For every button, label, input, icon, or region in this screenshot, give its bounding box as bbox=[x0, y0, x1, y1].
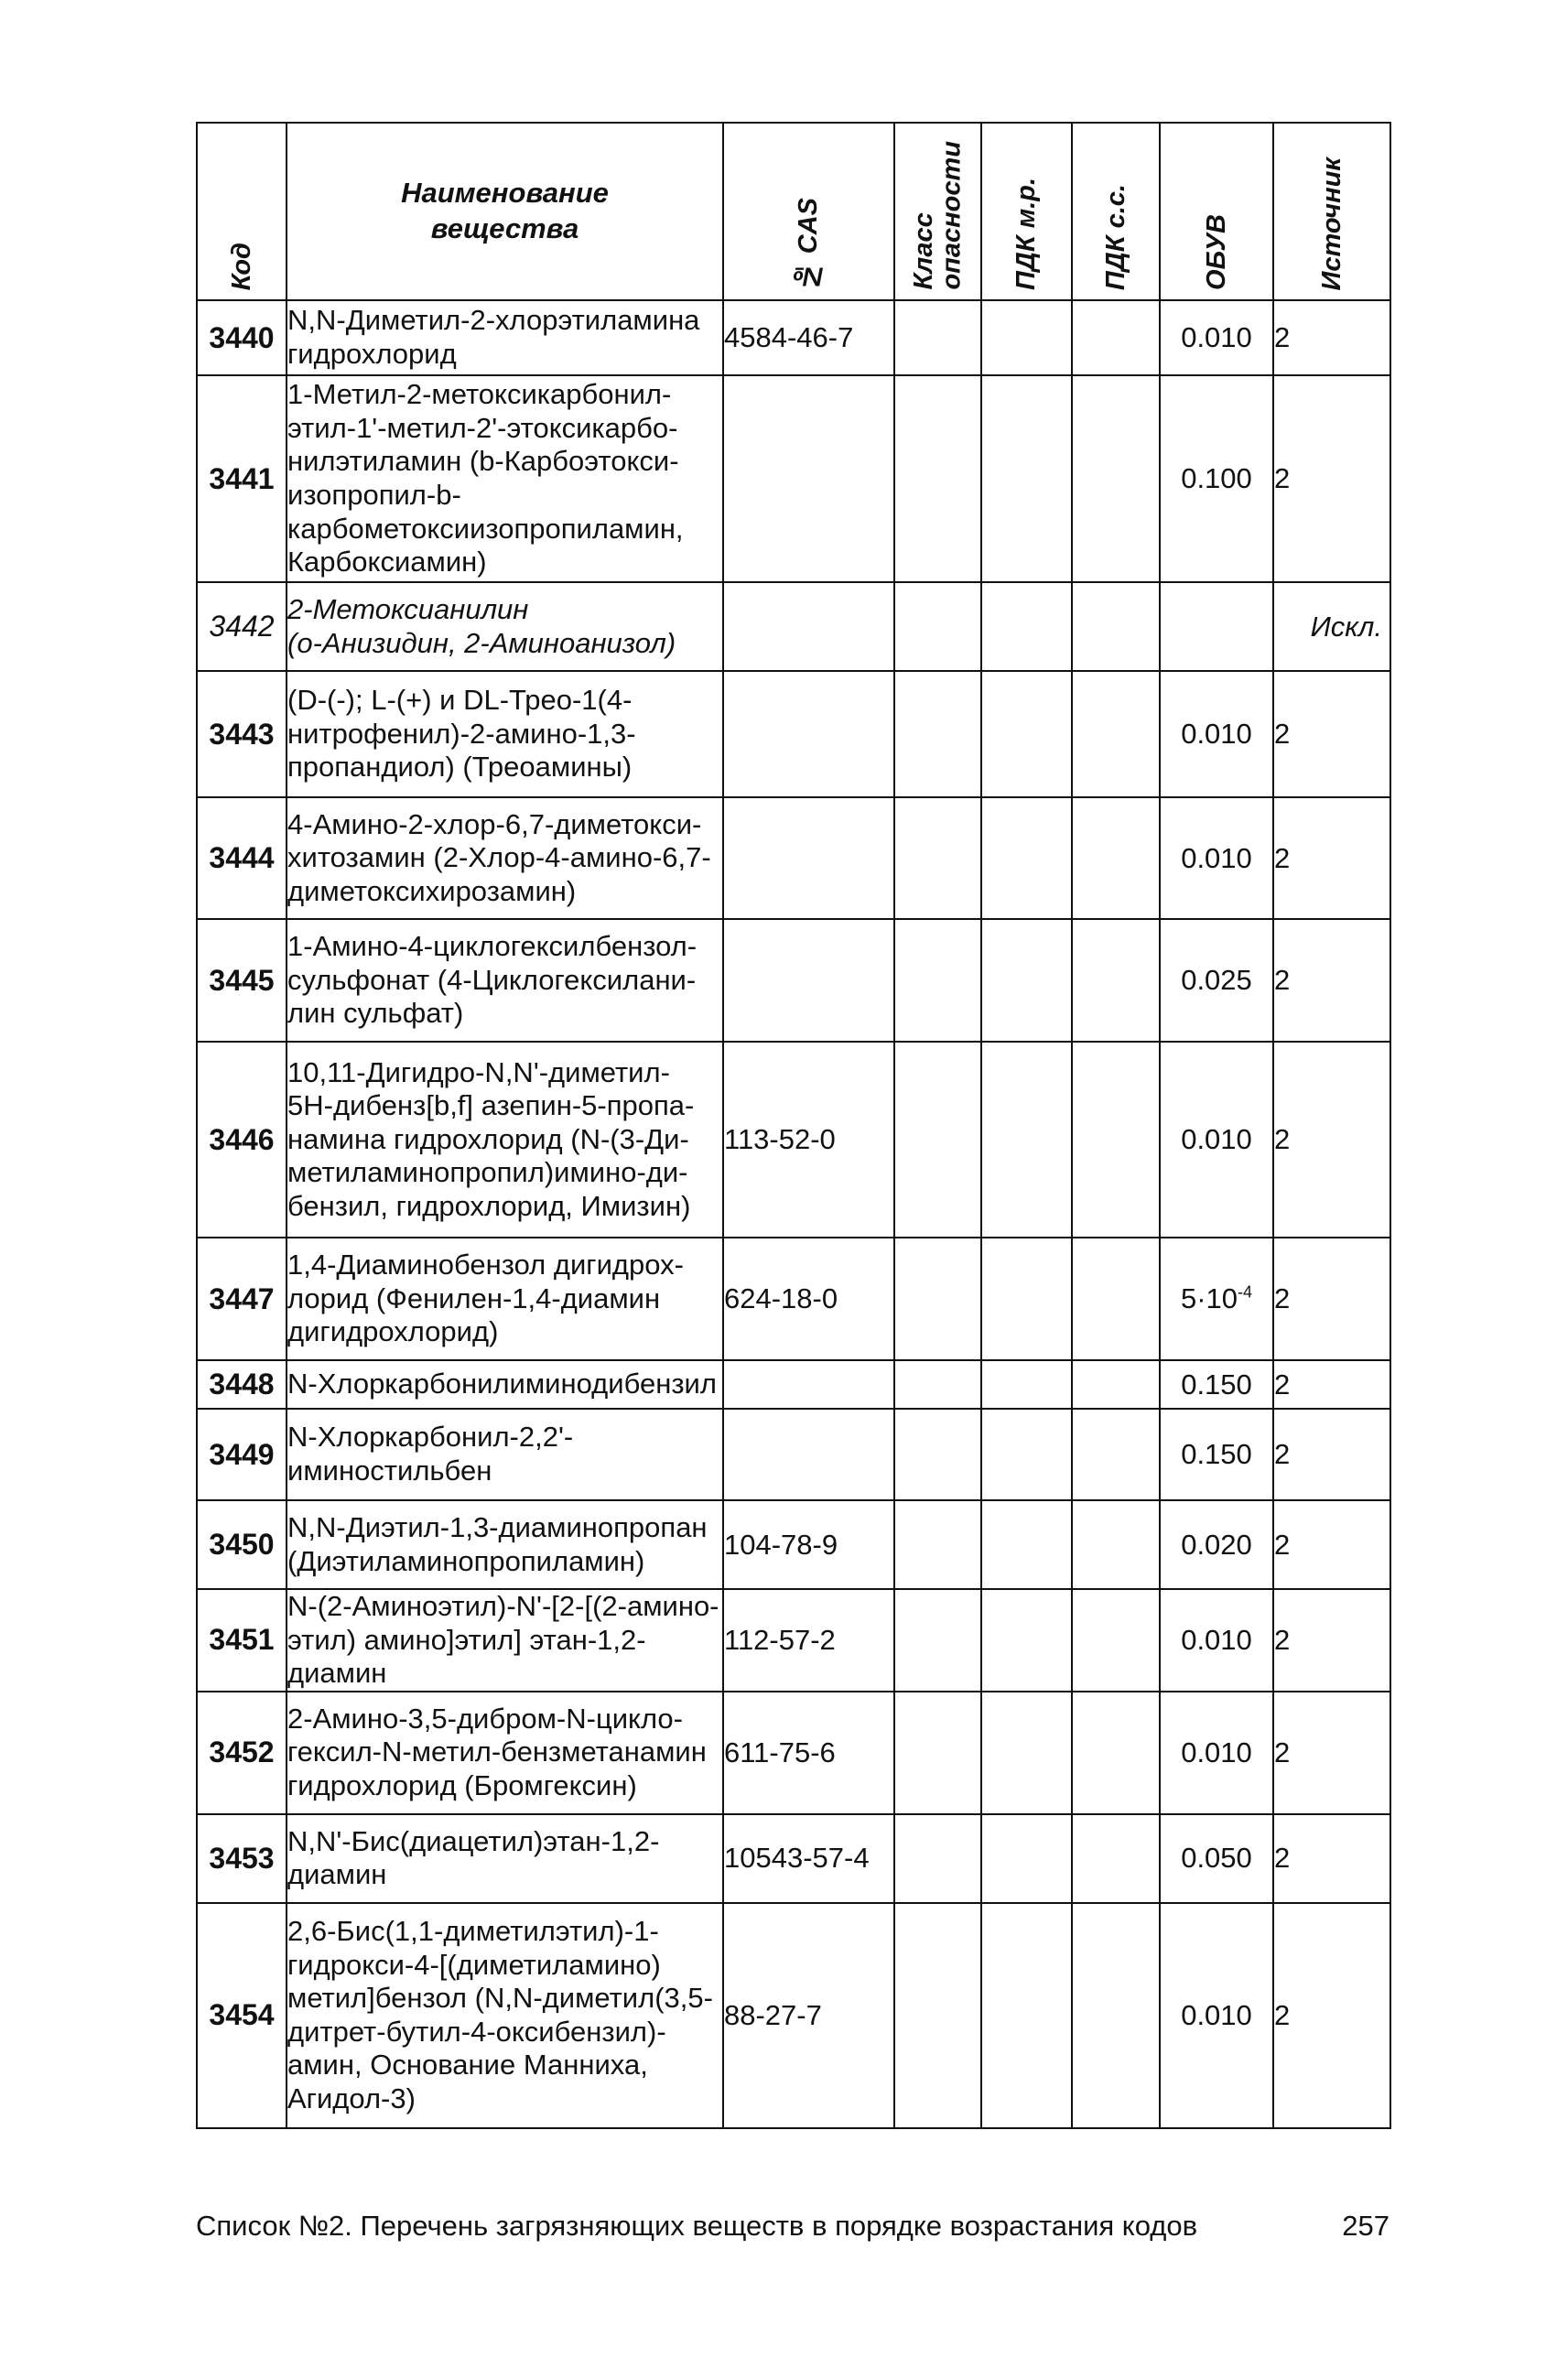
row-pdk-ss bbox=[1072, 1589, 1160, 1692]
row-code: 3445 bbox=[197, 919, 287, 1042]
row-source: 2 bbox=[1273, 919, 1390, 1042]
row-source: 2 bbox=[1273, 1692, 1390, 1814]
row-code: 3447 bbox=[197, 1238, 287, 1360]
table-row bbox=[197, 1692, 1390, 1814]
row-source: 2 bbox=[1273, 1409, 1390, 1500]
table-header-row bbox=[197, 123, 1390, 300]
row-hazard-class bbox=[894, 1238, 981, 1360]
row-cas: 4584-46-7 bbox=[723, 300, 894, 375]
row-obuv bbox=[1160, 582, 1273, 671]
row-obuv: 0.010 bbox=[1160, 1589, 1273, 1692]
row-pdk-mr bbox=[981, 1360, 1072, 1409]
row-code: 3444 bbox=[197, 797, 287, 919]
row-pdk-ss bbox=[1072, 1238, 1160, 1360]
row-name: 1-Метил-2-метоксикарбонил- этил-1'-метил-2'-этоксикарбо- нилэтиламин (b-Карбоэтокси- изопропил-b-карбометоксиизопропиламин, Карбоксиамин) bbox=[287, 375, 723, 582]
row-cas: 112-57-2 bbox=[723, 1589, 894, 1692]
row-pdk-mr bbox=[981, 1409, 1072, 1500]
row-hazard-class bbox=[894, 1903, 981, 2128]
row-cas bbox=[723, 1360, 894, 1409]
row-cas bbox=[723, 375, 894, 582]
row-cas: 104-78-9 bbox=[723, 1500, 894, 1589]
row-name: N,N-Диэтил-1,3-диаминопропан (Диэтиламинопропиламин) bbox=[287, 1500, 723, 1589]
row-cas: 10543-57-4 bbox=[723, 1814, 894, 1903]
row-source: 2 bbox=[1273, 1814, 1390, 1903]
row-cas bbox=[723, 1409, 894, 1500]
page-number: 257 bbox=[1342, 2210, 1390, 2242]
row-cas: 88-27-7 bbox=[723, 1903, 894, 2128]
row-pdk-ss bbox=[1072, 1360, 1160, 1409]
header-name: Наименование вещества bbox=[287, 123, 723, 300]
row-source: 2 bbox=[1273, 1500, 1390, 1589]
row-obuv: 0.010 bbox=[1160, 1903, 1273, 2128]
row-pdk-mr bbox=[981, 1500, 1072, 1589]
table-row bbox=[197, 797, 1390, 919]
row-cas: 611-75-6 bbox=[723, 1692, 894, 1814]
row-pdk-mr bbox=[981, 1903, 1072, 2128]
row-code: 3446 bbox=[197, 1042, 287, 1238]
table-row bbox=[197, 582, 1390, 671]
row-hazard-class bbox=[894, 1409, 981, 1500]
row-code: 3451 bbox=[197, 1589, 287, 1692]
row-hazard-class bbox=[894, 300, 981, 375]
row-code: 3442 bbox=[197, 582, 287, 671]
row-pdk-ss bbox=[1072, 1814, 1160, 1903]
row-name: 2-Метоксианилин (о-Анизидин, 2-Аминоанизол) bbox=[287, 582, 723, 671]
row-pdk-mr bbox=[981, 1238, 1072, 1360]
row-code: 3440 bbox=[197, 300, 287, 375]
row-hazard-class bbox=[894, 375, 981, 582]
row-source: 2 bbox=[1273, 1042, 1390, 1238]
header-code: Код bbox=[197, 123, 287, 300]
row-pdk-ss bbox=[1072, 1409, 1160, 1500]
row-pdk-mr bbox=[981, 1814, 1072, 1903]
header-cas: № CAS bbox=[723, 123, 894, 300]
row-hazard-class bbox=[894, 1692, 981, 1814]
row-code: 3449 bbox=[197, 1409, 287, 1500]
row-pdk-mr bbox=[981, 1692, 1072, 1814]
row-pdk-ss bbox=[1072, 1692, 1160, 1814]
row-name: N,N'-Бис(диацетил)этан-1,2- диамин bbox=[287, 1814, 723, 1903]
header-pdk-ss: ПДК с.с. bbox=[1072, 123, 1160, 300]
header-pdk-mr: ПДК м.р. bbox=[981, 123, 1072, 300]
row-cas: 624-18-0 bbox=[723, 1238, 894, 1360]
table-row bbox=[197, 1409, 1390, 1500]
row-pdk-ss bbox=[1072, 797, 1160, 919]
row-hazard-class bbox=[894, 1500, 981, 1589]
row-source: 2 bbox=[1273, 797, 1390, 919]
row-pdk-mr bbox=[981, 1042, 1072, 1238]
row-source: Искл. bbox=[1273, 582, 1390, 671]
row-source: 2 bbox=[1273, 300, 1390, 375]
table-row bbox=[197, 375, 1390, 582]
row-hazard-class bbox=[894, 1814, 981, 1903]
row-code: 3452 bbox=[197, 1692, 287, 1814]
row-hazard-class bbox=[894, 797, 981, 919]
row-source: 2 bbox=[1273, 671, 1390, 797]
row-obuv: 0.010 bbox=[1160, 1042, 1273, 1238]
row-pdk-ss bbox=[1072, 1500, 1160, 1589]
substances-table bbox=[196, 122, 1391, 2129]
row-obuv: 0.050 bbox=[1160, 1814, 1273, 1903]
row-pdk-ss bbox=[1072, 919, 1160, 1042]
row-pdk-mr bbox=[981, 582, 1072, 671]
row-code: 3450 bbox=[197, 1500, 287, 1589]
row-obuv: 0.025 bbox=[1160, 919, 1273, 1042]
row-pdk-mr bbox=[981, 1589, 1072, 1692]
table-row bbox=[197, 671, 1390, 797]
row-obuv: 0.010 bbox=[1160, 300, 1273, 375]
row-pdk-ss bbox=[1072, 300, 1160, 375]
table-row bbox=[197, 300, 1390, 375]
row-name: 1-Амино-4-циклогексилбензол- сульфонат (4-Циклогексилани- лин сульфат) bbox=[287, 919, 723, 1042]
row-hazard-class bbox=[894, 671, 981, 797]
footer-caption: Список №2. Перечень загрязняющих веществ в порядке возрастания кодов bbox=[196, 2210, 1198, 2242]
row-pdk-mr bbox=[981, 919, 1072, 1042]
row-cas bbox=[723, 797, 894, 919]
row-name: 1,4-Диаминобензол дигидрох- лорид (Фенилен-1,4-диамин дигидрохлорид) bbox=[287, 1238, 723, 1360]
row-obuv: 0.020 bbox=[1160, 1500, 1273, 1589]
table-row bbox=[197, 919, 1390, 1042]
row-name: 10,11-Дигидро-N,N'-диметил- 5H-дибенз[b,f] азепин-5-пропа- намина гидрохлорид (N-(3-Ди- метиламинопропил)имино-ди- бензил, гидрохлорид, Имизин) bbox=[287, 1042, 723, 1238]
table-row bbox=[197, 1360, 1390, 1409]
row-pdk-mr bbox=[981, 375, 1072, 582]
row-name: (D-(-); L-(+) и DL-Трео-1(4- нитрофенил)-2-амино-1,3- пропандиол) (Треоамины) bbox=[287, 671, 723, 797]
table-row bbox=[197, 1903, 1390, 2128]
row-code: 3443 bbox=[197, 671, 287, 797]
row-name: N-Хлоркарбонил-2,2'- иминостильбен bbox=[287, 1409, 723, 1500]
table-row bbox=[197, 1589, 1390, 1692]
row-obuv: $5\cdot 10^{-4}$ bbox=[1160, 1238, 1273, 1360]
row-code: 3448 bbox=[197, 1360, 287, 1409]
row-hazard-class bbox=[894, 1042, 981, 1238]
table-row bbox=[197, 1500, 1390, 1589]
row-code: 3441 bbox=[197, 375, 287, 582]
header-hazard-class: Класс опасности bbox=[894, 123, 981, 300]
row-hazard-class bbox=[894, 919, 981, 1042]
table-row bbox=[197, 1238, 1390, 1360]
row-obuv: 0.100 bbox=[1160, 375, 1273, 582]
page-footer bbox=[196, 2206, 1390, 2246]
row-pdk-ss bbox=[1072, 375, 1160, 582]
row-pdk-ss bbox=[1072, 1903, 1160, 2128]
row-cas: 113-52-0 bbox=[723, 1042, 894, 1238]
row-name: N-(2-Аминоэтил)-N'-[2-[(2-амино- этил) амино]этил] этан-1,2-диамин bbox=[287, 1589, 723, 1692]
row-pdk-mr bbox=[981, 300, 1072, 375]
row-source: 2 bbox=[1273, 1360, 1390, 1409]
row-obuv: 0.010 bbox=[1160, 1692, 1273, 1814]
row-obuv: 0.150 bbox=[1160, 1360, 1273, 1409]
row-name: 2-Амино-3,5-дибром-N-цикло- гексил-N-метил-бензметанамин гидрохлорид (Бромгексин) bbox=[287, 1692, 723, 1814]
row-pdk-ss bbox=[1072, 1042, 1160, 1238]
row-obuv: 0.150 bbox=[1160, 1409, 1273, 1500]
row-pdk-ss bbox=[1072, 582, 1160, 671]
row-source: 2 bbox=[1273, 1589, 1390, 1692]
row-code: 3453 bbox=[197, 1814, 287, 1903]
table-row bbox=[197, 1042, 1390, 1238]
row-obuv: 0.010 bbox=[1160, 671, 1273, 797]
row-cas bbox=[723, 582, 894, 671]
row-source: 2 bbox=[1273, 1238, 1390, 1360]
row-name: 4-Амино-2-хлор-6,7-диметокси- хитозамин (2-Хлор-4-амино-6,7- диметоксихирозамин) bbox=[287, 797, 723, 919]
row-source: 2 bbox=[1273, 1903, 1390, 2128]
row-cas bbox=[723, 919, 894, 1042]
row-pdk-mr bbox=[981, 797, 1072, 919]
row-pdk-ss bbox=[1072, 671, 1160, 797]
table-row bbox=[197, 1814, 1390, 1903]
row-name: 2,6-Бис(1,1-диметилэтил)-1- гидрокси-4-[(диметиламино) метил]бензол (N,N-диметил(3,5- дитрет-бутил-4-оксибензил)- амин, Основание Манниха, Агидол-3) bbox=[287, 1903, 723, 2128]
row-hazard-class bbox=[894, 1360, 981, 1409]
header-obuv: ОБУВ bbox=[1160, 123, 1273, 300]
row-pdk-mr bbox=[981, 671, 1072, 797]
header-source: Источник bbox=[1273, 123, 1390, 300]
row-code: 3454 bbox=[197, 1903, 287, 2128]
row-name: N,N-Диметил-2-хлорэтиламина гидрохлорид bbox=[287, 300, 723, 375]
row-source: 2 bbox=[1273, 375, 1390, 582]
row-hazard-class bbox=[894, 1589, 981, 1692]
row-name: N-Хлоркарбонилиминодибензил bbox=[287, 1360, 723, 1409]
row-hazard-class bbox=[894, 582, 981, 671]
row-obuv: 0.010 bbox=[1160, 797, 1273, 919]
row-cas bbox=[723, 671, 894, 797]
